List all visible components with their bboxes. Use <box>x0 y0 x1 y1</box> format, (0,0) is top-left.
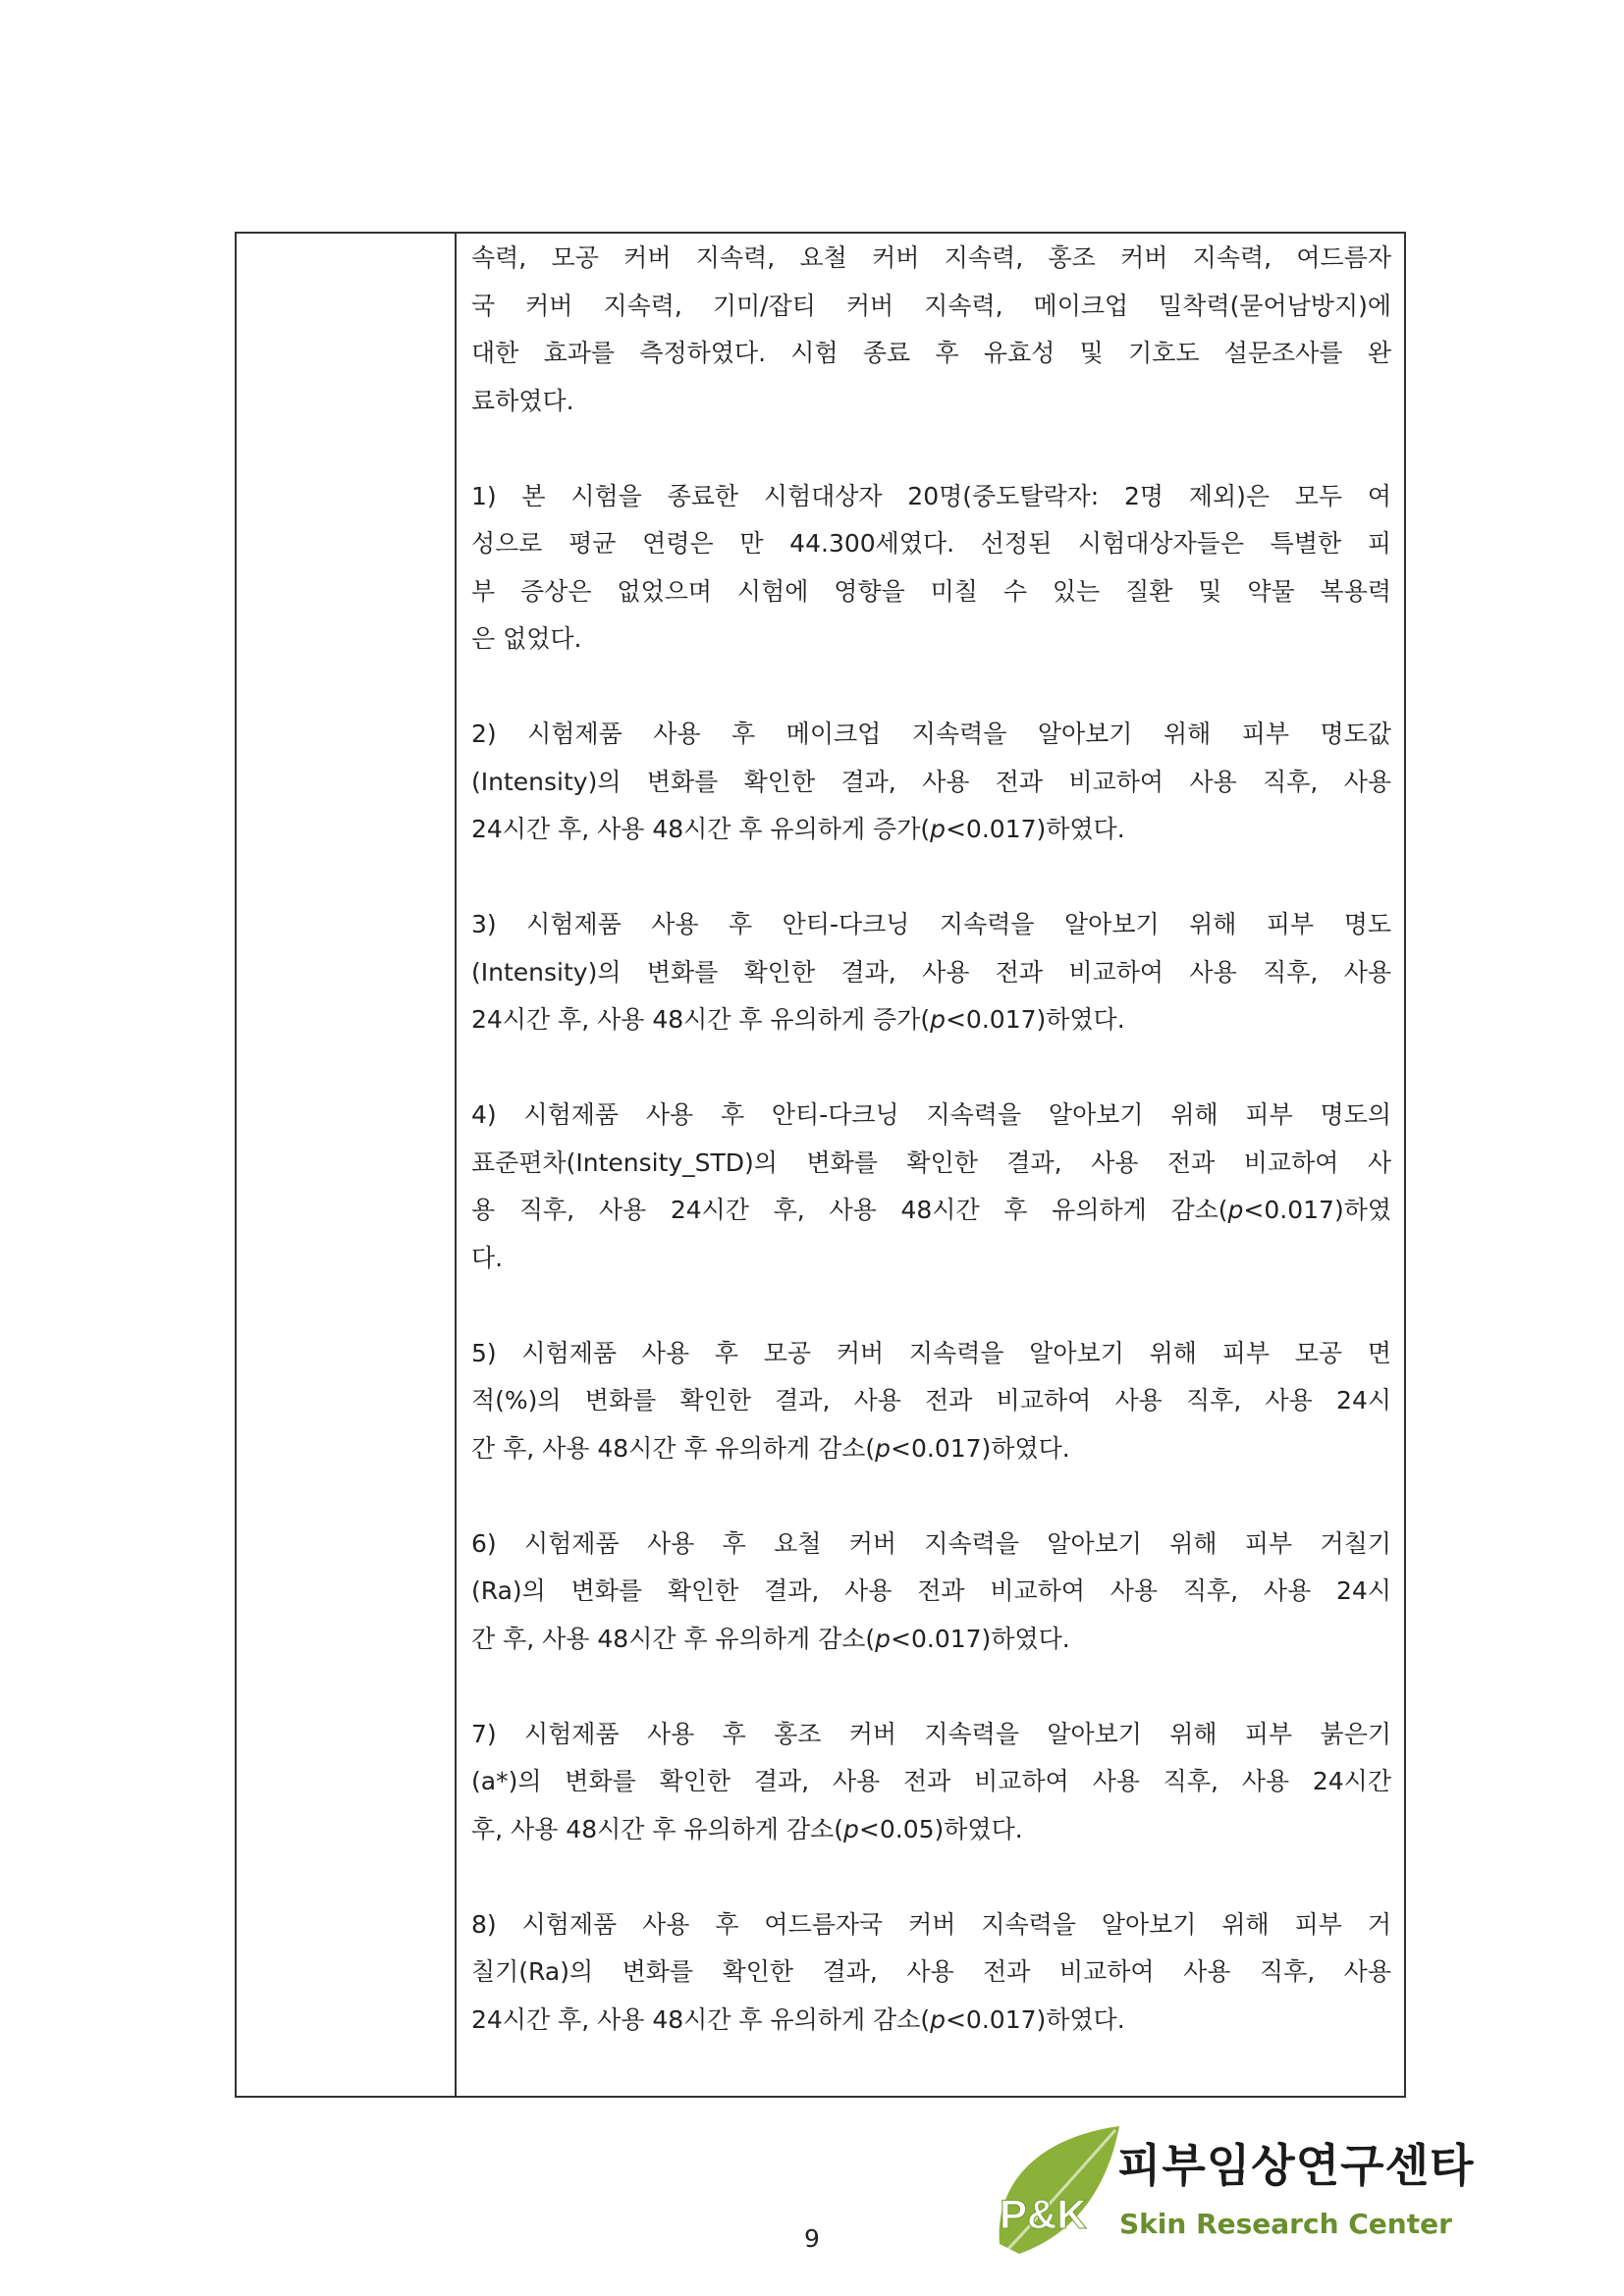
finding-2: 2) 시험제품 사용 후 메이크업 지속력을 알아보기 위해 피부 명도값 (Intensity)의 변화를 확인한 결과, 사용 전과 비교하여 사용 직후, 사용 24시간 후, 사용 48시간 후 유의하게 증가(p<0.017)하였다. <box>471 720 1391 843</box>
table-content-column <box>457 234 1404 2096</box>
logo-mark-text: P&K <box>1000 2191 1087 2237</box>
intro-paragraph: 속력, 모공 커버 지속력, 요철 커버 지속력, 홍조 커버 지속력, 여드름자 국 커버 지속력, 기미/잡티 커버 지속력, 메이크업 밀착력(묻어남방지)에 대한 효과를 측정하였다. 시험 종료 후 유효성 및 기호도 설문조사를 완 료하였다. <box>471 243 1391 415</box>
finding-8: 8) 시험제품 사용 후 여드름자국 커버 지속력을 알아보기 위해 피부 거 칠기(Ra)의 변화를 확인한 결과, 사용 전과 비교하여 사용 직후, 사용 24시간 후, 사용 48시간 후 유의하게 감소(p<0.017)하였다. <box>471 1909 1391 2034</box>
finding-1: 1) 본 시험을 종료한 시험대상자 20명(중도탈락자: 2명 제외)은 모두 여 성으로 평균 연령은 만 44.300세였다. 선정된 시험대상자들은 특별한 피 부 증상은 없었으며 시험에 영향을 미칠 수 있는 질환 및 약물 복용력 은 없었다. <box>471 481 1391 653</box>
finding-5: 5) 시험제품 사용 후 모공 커버 지속력을 알아보기 위해 피부 모공 면 적(%)의 변화를 확인한 결과, 사용 전과 비교하여 사용 직후, 사용 24시 간 후, 사용 48시간 후 유의하게 감소(p<0.017)하였다. <box>471 1338 1391 1463</box>
table-label-column <box>237 234 457 2096</box>
logo-korean-name: 피부임상연구센타 <box>1117 2139 1475 2192</box>
finding-4: 4) 시험제품 사용 후 안티-다크닝 지속력을 알아보기 위해 피부 명도의 표준편차(Intensity_STD)의 변화를 확인한 결과, 사용 전과 비교하여 사 용 직후, 사용 24시간 후, 사용 48시간 후 유의하게 감소(p<0.017)하였 다. <box>471 1100 1391 1272</box>
results-table <box>235 232 1406 2098</box>
finding-3: 3) 시험제품 사용 후 안티-다크닝 지속력을 알아보기 위해 피부 명도 (Intensity)의 변화를 확인한 결과, 사용 전과 비교하여 사용 직후, 사용 24시간 후, 사용 48시간 후 유의하게 증가(p<0.017)하였다. <box>471 910 1391 1034</box>
logo-english-name: Skin Research Center <box>1119 2208 1452 2240</box>
finding-7: 7) 시험제품 사용 후 홍조 커버 지속력을 알아보기 위해 피부 붉은기 (a*)의 변화를 확인한 결과, 사용 전과 비교하여 사용 직후, 사용 24시간 후, 사용 48시간 후 유의하게 감소(p<0.05)하였다. <box>471 1719 1391 1843</box>
page-number: 9 <box>804 2224 820 2253</box>
finding-6: 6) 시험제품 사용 후 요철 커버 지속력을 알아보기 위해 피부 거칠기 (Ra)의 변화를 확인한 결과, 사용 전과 비교하여 사용 직후, 사용 24시 간 후, 사용 48시간 후 유의하게 감소(p<0.017)하였다. <box>471 1528 1391 1653</box>
